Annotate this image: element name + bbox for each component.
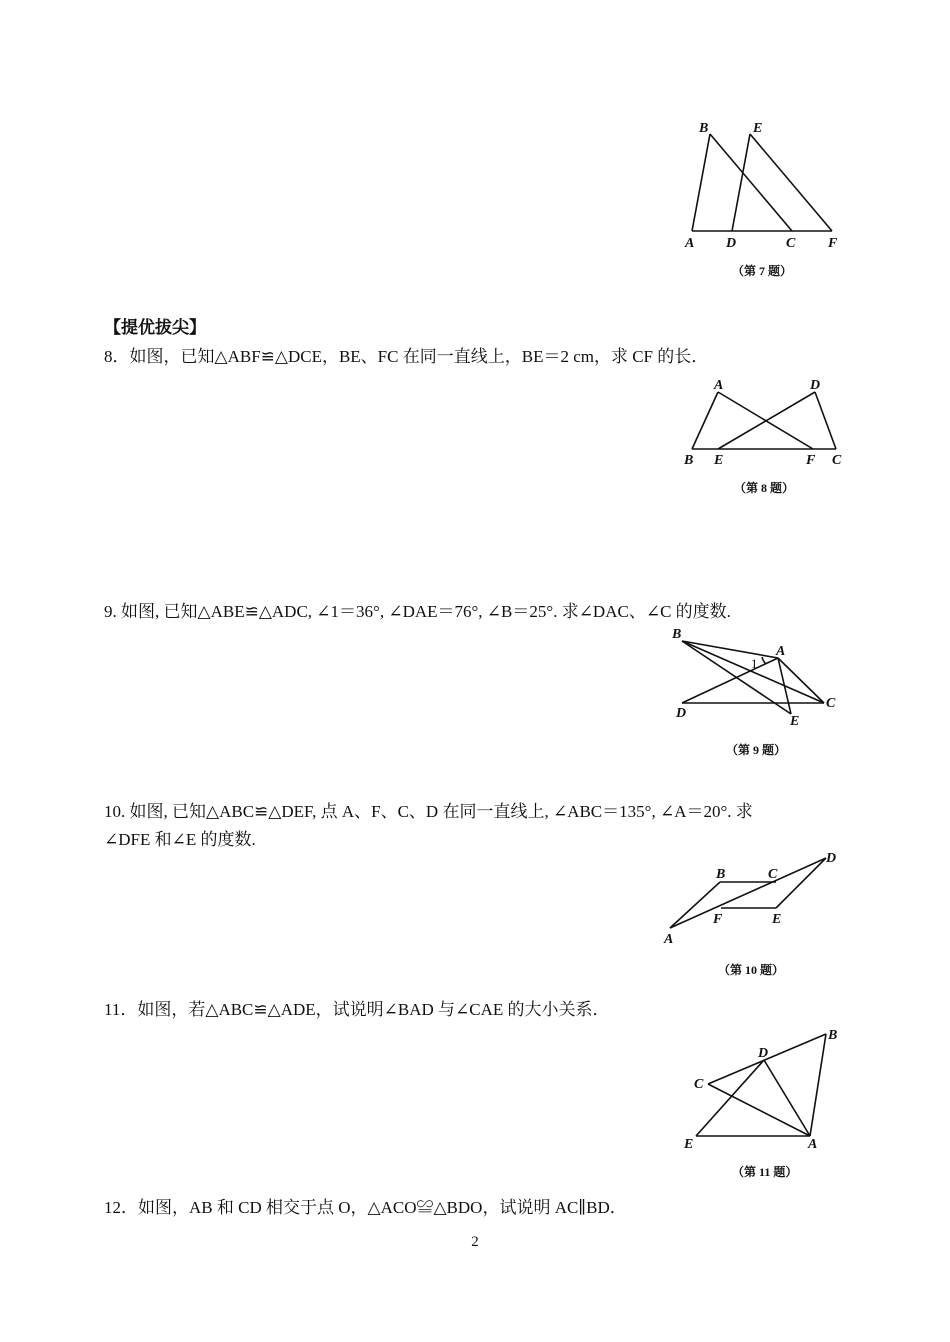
fig10-caption: （第 10 题） [718,963,785,977]
figure-11 [678,1024,848,1184]
fig10-label-f: F [713,912,723,927]
fig8-label-c: C [832,453,842,468]
fig7-line-de [732,134,750,231]
fig7-label-c: C [786,236,796,251]
fig10-label-b: B [716,867,726,882]
fig11-label-d: D [758,1046,769,1061]
fig9-angle-1-arc [762,657,766,664]
fig10-label-e: E [772,912,782,927]
fig7-label-d: D [726,236,737,251]
problem-8-text: 8．如图，已知△ABF≌△DCE，BE、FC 在同一直线上，BE＝2 cm，求 CF 的长． [104,347,709,366]
fig7-label-b: B [699,121,709,136]
problem-11-text: 11．如图，若△ABC≌△ADE，试说明∠BAD 与∠CAE 的大小关系． [104,1000,610,1019]
fig11-label-b: B [828,1028,838,1043]
problem-10-text-line-1: 10. 如图, 已知△ABC≌△DEF, 点 A、F、C、D 在同一直线上, ∠ABC＝135°, ∠A＝20°. 求 [104,802,753,821]
fig9-caption: （第 9 题） [726,743,787,757]
fig9-label-c: C [826,696,836,711]
fig10-label-a: A [664,932,674,947]
fig9-line-ba [682,641,778,658]
fig7-line-ef [750,134,832,231]
fig11-label-a: A [808,1137,818,1152]
fig11-line-ba [810,1034,826,1136]
fig7-line-ab [692,134,710,231]
fig10-label-d: D [826,851,837,866]
fig9-label-b: B [672,627,682,642]
fig8-label-a: A [714,378,724,393]
page-number: 2 [471,1234,479,1250]
fig10-line-ed [776,858,826,908]
problem-12-text: 12．如图，AB 和 CD 相交于点 O，△ACO≌△BDO，试说明 AC∥BD． [104,1198,627,1217]
fig8-label-e: E [714,453,724,468]
fig9-label-d: D [676,706,687,721]
fig9-line-ac [778,658,824,703]
fig9-line-ae [778,658,791,714]
figure-10 [658,850,848,985]
figure-8 [680,376,850,501]
fig7-line-bc [710,134,792,231]
fig8-caption: （第 8 题） [734,481,795,495]
figure-7 [680,116,850,286]
fig9-label-angle-1: 1 [751,656,758,671]
fig11-label-e: E [684,1137,694,1152]
fig10-line-ad [670,858,826,928]
fig7-label-f: F [828,236,838,251]
fig11-caption: （第 11 题） [732,1165,798,1179]
fig7-caption: （第 7 题） [732,264,793,278]
fig7-label-e: E [753,121,763,136]
problem-10-text-line-2: ∠DFE 和∠E 的度数. [104,830,256,849]
fig8-label-f: F [806,453,816,468]
fig8-line-ba [692,392,718,449]
section-heading: 【提优拔尖】 [104,318,206,337]
fig11-label-c: C [694,1077,704,1092]
fig7-label-a: A [685,236,695,251]
fig8-line-dc [815,392,836,449]
fig8-label-d: D [810,378,821,393]
fig8-label-b: B [684,453,694,468]
fig9-label-e: E [790,714,800,729]
fig10-label-c: C [768,867,778,882]
fig11-line-ed [696,1060,764,1136]
problem-9-text: 9. 如图, 已知△ABE≌△ADC, ∠1＝36°, ∠DAE＝76°, ∠B＝25°. 求∠DAC、∠C 的度数. [104,602,731,621]
figure-9 [668,624,853,764]
fig9-label-a: A [776,644,786,659]
